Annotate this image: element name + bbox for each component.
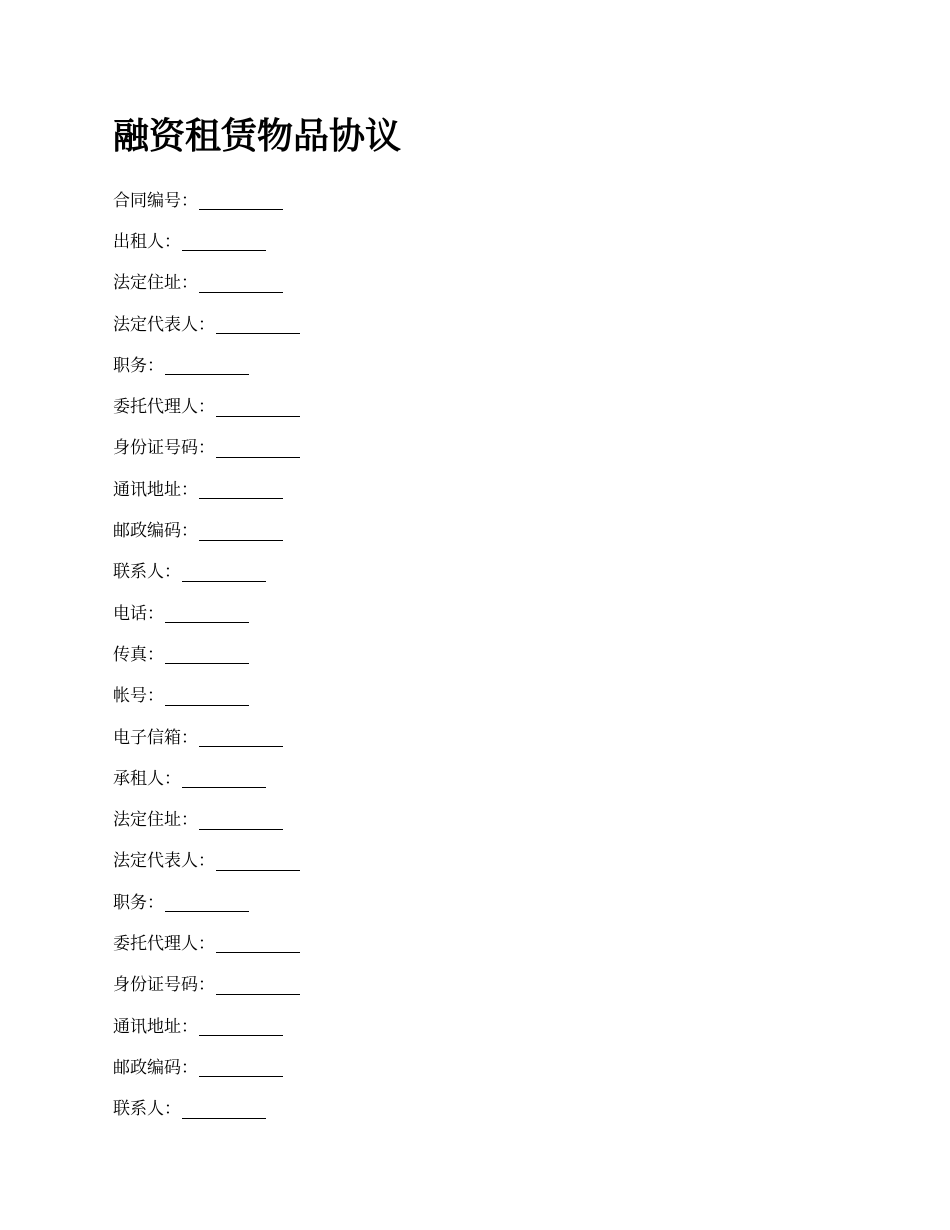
- field-label: 职务：: [113, 355, 164, 376]
- field-label: 委托代理人：: [113, 933, 215, 954]
- field-label: 出租人：: [113, 231, 181, 252]
- field-lessor-legal-rep: [113, 304, 300, 345]
- field-label: 身份证号码：: [113, 975, 215, 996]
- field-lessor-mailing-address: [113, 469, 300, 510]
- blank-line[interactable]: [165, 604, 249, 623]
- field-lessor-email: [113, 717, 300, 758]
- field-lessee-mailing-address: [113, 1006, 300, 1047]
- field-label: 邮政编码：: [113, 521, 198, 542]
- field-label: 法定住址：: [113, 810, 198, 831]
- field-label: 联系人：: [113, 562, 181, 583]
- field-lessor-fax: [113, 634, 300, 675]
- blank-line[interactable]: [216, 852, 300, 871]
- field-label: 联系人：: [113, 1099, 181, 1120]
- blank-line[interactable]: [182, 1100, 266, 1119]
- field-lessor-account: [113, 676, 300, 717]
- blank-line[interactable]: [199, 728, 283, 747]
- field-list: [113, 180, 300, 1130]
- field-label: 承租人：: [113, 768, 181, 789]
- blank-line[interactable]: [165, 356, 249, 375]
- blank-line[interactable]: [216, 398, 300, 417]
- blank-line[interactable]: [199, 480, 283, 499]
- field-lessee-legal-rep: [113, 841, 300, 882]
- field-label: 传真：: [113, 644, 164, 665]
- field-lessee-position: [113, 882, 300, 923]
- field-lessor-position: [113, 345, 300, 386]
- field-label: 邮政编码：: [113, 1057, 198, 1078]
- blank-line[interactable]: [199, 274, 283, 293]
- field-label: 电话：: [113, 603, 164, 624]
- field-label: 通讯地址：: [113, 479, 198, 500]
- blank-line[interactable]: [199, 522, 283, 541]
- field-lessor-agent: [113, 386, 300, 427]
- field-lessor-phone: [113, 593, 300, 634]
- blank-line[interactable]: [216, 439, 300, 458]
- field-lessor-contact: [113, 552, 300, 593]
- field-label: 职务：: [113, 892, 164, 913]
- field-label: 法定代表人：: [113, 851, 215, 872]
- blank-line[interactable]: [199, 1058, 283, 1077]
- field-lessee-agent: [113, 923, 300, 964]
- field-label: 电子信箱：: [113, 727, 198, 748]
- field-lessor-address: [113, 263, 300, 304]
- field-lessee-address: [113, 799, 300, 840]
- field-lessee-contact: [113, 1089, 300, 1130]
- blank-line[interactable]: [216, 934, 300, 953]
- blank-line[interactable]: [165, 687, 249, 706]
- blank-line[interactable]: [165, 893, 249, 912]
- field-lessee-postcode: [113, 1047, 300, 1088]
- blank-line[interactable]: [199, 191, 283, 210]
- field-lessee: [113, 758, 300, 799]
- field-contract-number: [113, 180, 300, 221]
- blank-line[interactable]: [199, 1017, 283, 1036]
- document-page: [113, 0, 950, 1230]
- blank-line[interactable]: [182, 769, 266, 788]
- field-label: 合同编号：: [113, 190, 198, 211]
- blank-line[interactable]: [216, 976, 300, 995]
- field-label: 帐号：: [113, 686, 164, 707]
- document-title: 融资租赁物品协议: [113, 115, 402, 157]
- field-lessor-id-number: [113, 428, 300, 469]
- field-lessee-id-number: [113, 965, 300, 1006]
- blank-line[interactable]: [165, 645, 249, 664]
- field-lessor: [113, 221, 300, 262]
- blank-line[interactable]: [182, 563, 266, 582]
- field-label: 通讯地址：: [113, 1016, 198, 1037]
- field-label: 法定代表人：: [113, 314, 215, 335]
- field-label: 委托代理人：: [113, 397, 215, 418]
- blank-line[interactable]: [199, 811, 283, 830]
- field-lessor-postcode: [113, 510, 300, 551]
- blank-line[interactable]: [216, 315, 300, 334]
- field-label: 法定住址：: [113, 273, 198, 294]
- field-label: 身份证号码：: [113, 438, 215, 459]
- blank-line[interactable]: [182, 232, 266, 251]
